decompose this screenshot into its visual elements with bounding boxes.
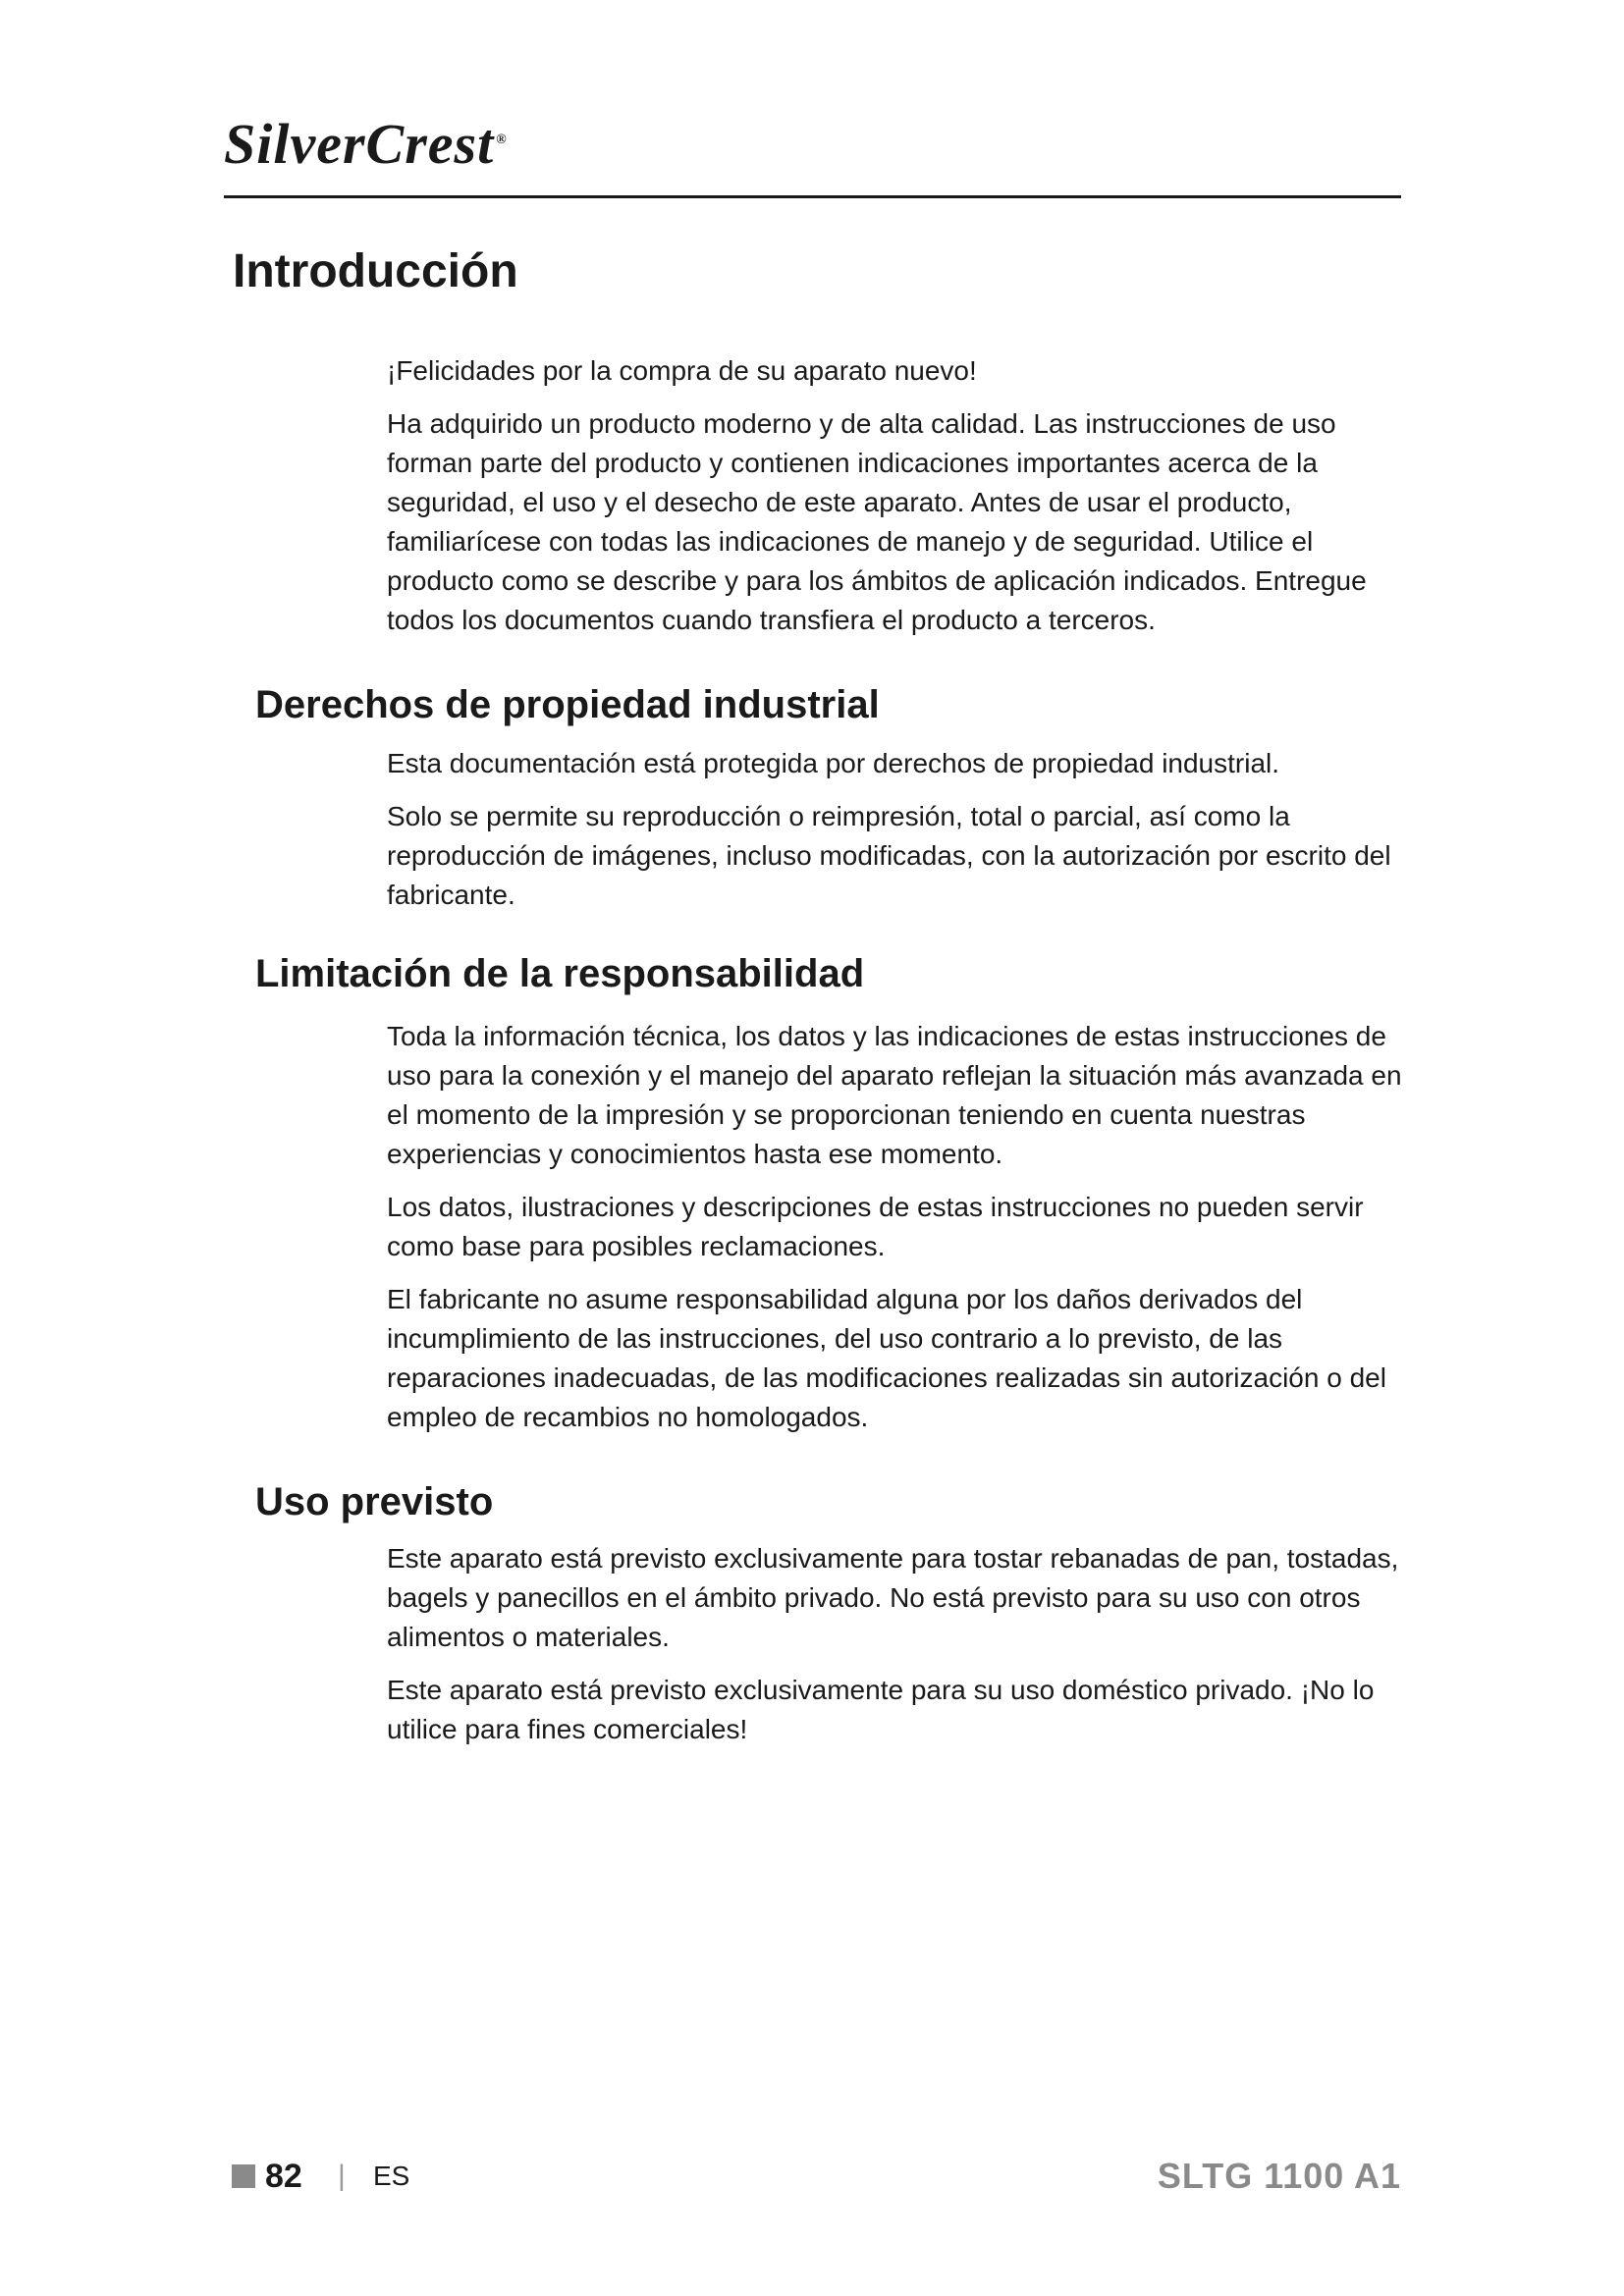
- uso-paragraph-2: Este aparato está previsto exclusivamente para su uso doméstico privado. ¡No lo utilice para fines comerciales!: [387, 1675, 1375, 1744]
- uso-paragraph-1: Este aparato está previsto exclusivamente para tostar rebanadas de pan, tostadas, bagels y panecillos en el ámbito privado. No está previsto para su uso con otros alimentos o materiales.: [387, 1543, 1399, 1652]
- limitacion-paragraph-1: Toda la información técnica, los datos y las indicaciones de estas instrucciones de uso para la conexión y el manejo del aparato reflejan la situación más avanzada en el momento de la impresión y se proporcionan teniendo en cuenta nuestras experiencias y conocimientos hasta ese momento.: [387, 1021, 1402, 1169]
- brand-logo-text: SilverCrest: [224, 112, 495, 176]
- section-text-limitacion: [387, 1017, 1408, 1451]
- header-divider: [224, 195, 1401, 198]
- section-text-derechos: [387, 744, 1408, 929]
- brand-logo: [224, 112, 508, 176]
- page-number: 82: [265, 2158, 302, 2195]
- model-number: SLTG 1100 A1: [1157, 2156, 1401, 2196]
- section-heading-derechos: Derechos de propiedad industrial: [255, 683, 880, 726]
- intro-paragraph-1: ¡Felicidades por la compra de su aparato nuevo!: [387, 355, 977, 386]
- section-text-uso-previsto: [387, 1539, 1408, 1763]
- registered-mark: ®: [496, 132, 508, 147]
- page-footer: [224, 2155, 1401, 2198]
- section-heading-limitacion: Limitación de la responsabilidad: [255, 952, 865, 995]
- intro-text: [387, 351, 1408, 654]
- derechos-paragraph-2: Solo se permite su reproducción o reimpresión, total o parcial, así como la reproducción de imágenes, incluso modificadas, con la autorización por escrito del fabricante.: [387, 801, 1391, 910]
- limitacion-paragraph-3: El fabricante no asume responsabilidad alguna por los daños derivados del incumplimiento de las instrucciones, del uso contrario a lo previsto, de las reparaciones inadecuadas, de las modificaciones realizadas sin autorización o del empleo de recambios no homologados.: [387, 1284, 1386, 1432]
- section-heading-uso-previsto: Uso previsto: [255, 1480, 494, 1523]
- limitacion-paragraph-2: Los datos, ilustraciones y descripciones de estas instrucciones no pueden servir como base para posibles reclamaciones.: [387, 1192, 1364, 1261]
- derechos-paragraph-1: Esta documentación está protegida por derechos de propiedad industrial.: [387, 748, 1280, 778]
- intro-paragraph-2: Ha adquirido un producto moderno y de alta calidad. Las instrucciones de uso forman parte del producto y contienen indicaciones importantes acerca de la seguridad, el uso y el desecho de este aparato. Antes de usar el producto, familiarícese con todas las indicaciones de manejo y de seguridad. Utilice el producto como se describe y para los ámbitos de aplicación indicados. Entregue todos los documentos cuando transfiera el producto a terceros.: [387, 408, 1367, 635]
- footer-separator: |: [338, 2160, 346, 2192]
- footer-square-icon: [232, 2164, 255, 2188]
- language-code: ES: [373, 2161, 410, 2191]
- page-title: Introducción: [233, 245, 518, 297]
